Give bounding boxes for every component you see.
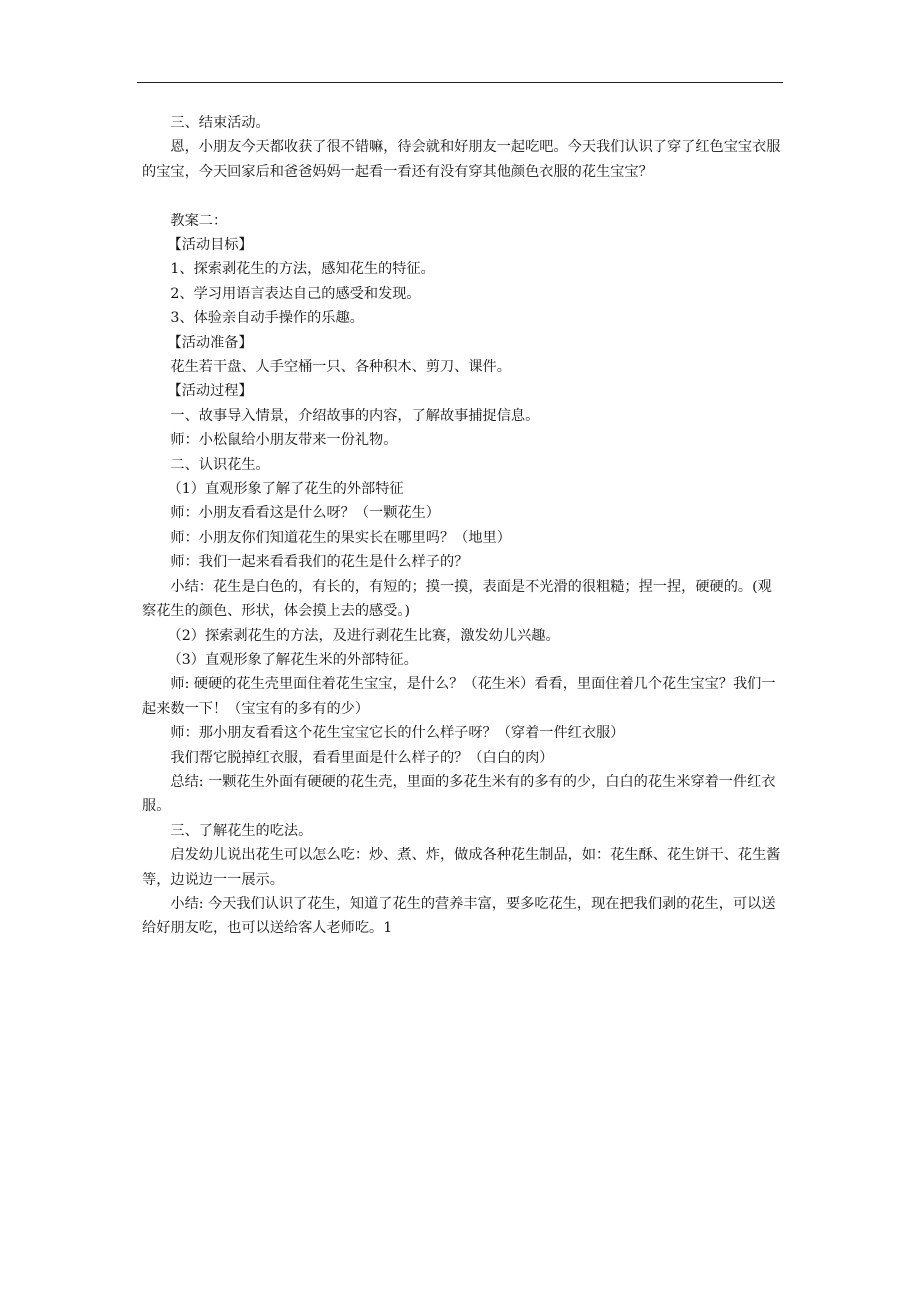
paragraph: （1）直观形象了解了花生的外部特征 — [167, 481, 404, 498]
paragraph: 师：小朋友你们知道花生的果实长在哪里吗？（地里） — [170, 529, 511, 546]
paragraph: 【活动目标】 — [167, 237, 253, 254]
paragraph: 2、学习用语言表达自己的感受和发现。 — [170, 285, 421, 302]
paragraph: 一、故事导入情景，介绍故事的内容，了解故事捕捉信息。 — [170, 407, 540, 424]
paragraph: （3）直观形象了解花生米的外部特征。 — [167, 651, 418, 668]
blank-line — [142, 184, 782, 208]
paragraph: 师：小朋友看看这是什么呀？（一颗花生） — [170, 505, 440, 522]
paragraph: 二、认识花生。 — [170, 456, 270, 473]
paragraph: 3、体验亲自动手操作的乐趣。 — [170, 310, 364, 327]
paragraph: 小结: 今天我们认识了花生，知道了花生的营养丰富，要多吃花生，现在把我们剥的花生，可以送给好朋友吃，也可以送给客人老师吃。1 — [142, 895, 776, 937]
paragraph: （2）探索剥花生的方法，及进行剥花生比赛，激发幼儿兴趣。 — [167, 627, 560, 644]
paragraph: 我们帮它脱掉红衣服，看看里面是什么样子的？（白白的肉） — [170, 749, 554, 766]
paragraph: 恩，小朋友今天都收获了很不错嘛，待会就和好朋友一起吃吧。今天我们认识了穿了红色宝宝衣服的宝宝，今天回家后和爸爸妈妈一起看一看还有没有穿其他颜色衣服的花生宝宝？ — [142, 139, 781, 180]
paragraph: 【活动过程】 — [167, 383, 253, 400]
paragraph: 师：小松鼠给小朋友带来一份礼物。 — [170, 432, 398, 449]
paragraph: 启发幼儿说出花生可以怎么吃：炒、煮、炸，做成各种花生制品，如：花生酥、花生饼干、花生酱等，边说边一一展示。 — [142, 847, 781, 888]
paragraph: 师: 硬硬的花生壳里面住着花生宝宝，是什么？（花生米）看看，里面住着几个花生宝宝？我们一起来数一下！（宝宝有的多有的少） — [142, 676, 776, 717]
paragraph: 1、探索剥花生的方法，感知花生的特征。 — [170, 261, 435, 278]
paragraph: 【活动准备】 — [167, 334, 253, 351]
paragraph: 师：那小朋友看看这个花生宝宝它长的什么样子呀？（穿着一件红衣服） — [170, 725, 625, 742]
paragraph: 小结：花生是白色的，有长的，有短的；摸一摸，表面是不光滑的很粗糙；捏一捏，硬硬的。(观察花生的颜色、形状，体会摸上去的感受。) — [142, 578, 772, 620]
paragraph: 花生若干盘、人手空桶一只、各种积木、剪刀、课件。 — [170, 359, 511, 376]
paragraph: 师：我们一起来看看我们的花生是什么样子的？ — [170, 554, 469, 571]
paragraph: 三、了解花生的吃法。 — [170, 822, 313, 839]
paragraph: 三、结束活动。 — [170, 115, 270, 131]
document-body — [142, 111, 782, 941]
header-rule — [137, 82, 783, 83]
paragraph: 教案二： — [170, 212, 228, 229]
paragraph: 总结: 一颗花生外面有硬硬的花生壳，里面的多花生米有的多有的少，白白的花生米穿着一件红衣服。 — [142, 773, 776, 815]
